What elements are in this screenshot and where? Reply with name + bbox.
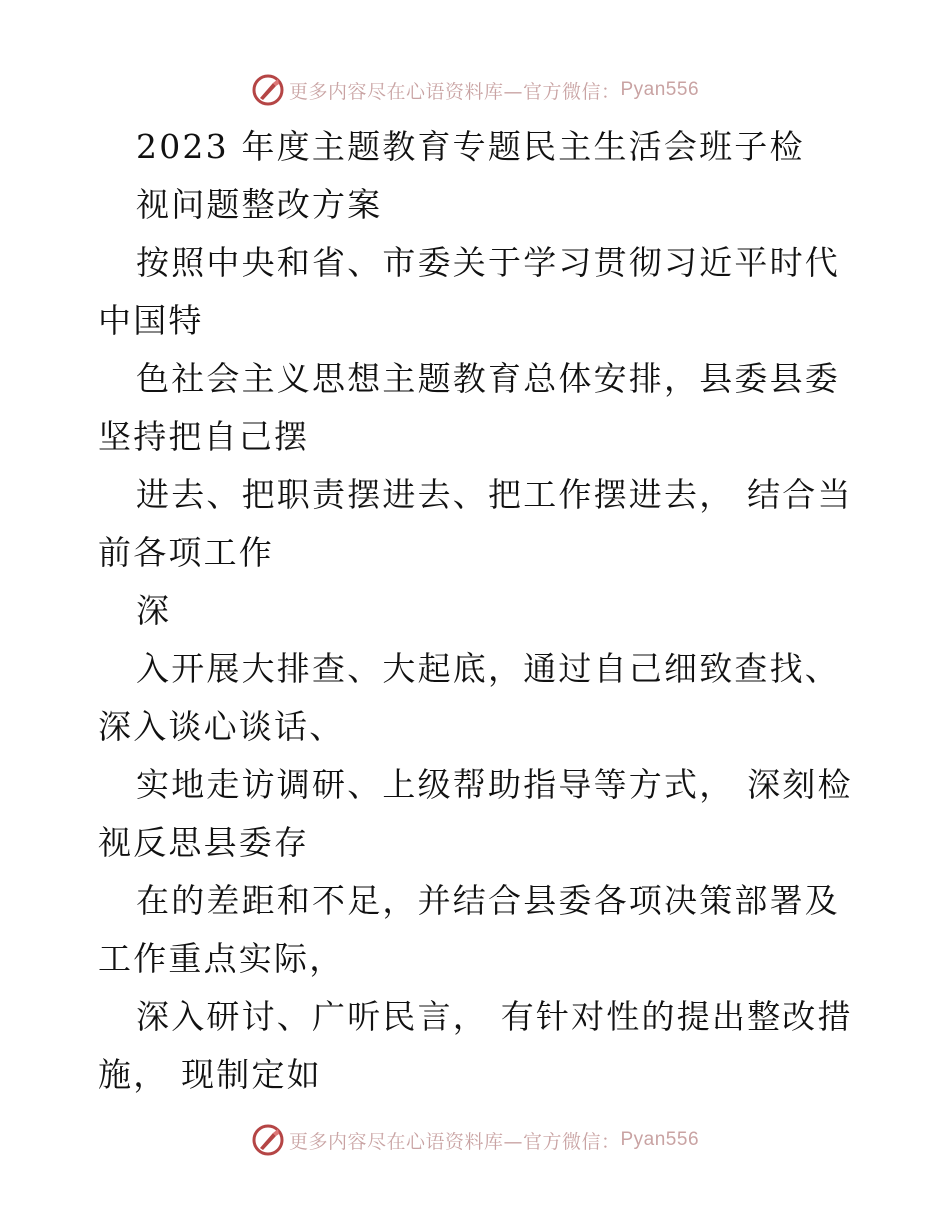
document-title-line-1: 2023 年度主题教育专题民主生活会班子检 xyxy=(136,127,805,166)
paragraph: 深 xyxy=(136,591,172,630)
document-title-line-2: 视问题整改方案 xyxy=(136,185,383,224)
paragraph: 在的差距和不足，并结合县委各项决策部署及工作重点实际， xyxy=(98,881,840,978)
pen-nib-logo-icon xyxy=(251,1123,285,1157)
paragraph: 入开展大排查、大起底，通过自己细致查找、深入谈心谈话、 xyxy=(98,649,840,746)
pen-nib-logo-icon xyxy=(251,73,285,107)
paragraph: 深入研讨、广听民言， 有针对性的提出整改措施， 现制定如 xyxy=(98,997,853,1094)
watermark-account: Pyan556 xyxy=(620,1129,700,1150)
watermark-text: 更多内容尽在心语资料库—官方微信： xyxy=(288,1130,621,1153)
document-body xyxy=(98,118,858,1104)
watermark-text: 更多内容尽在心语资料库—官方微信： xyxy=(288,80,621,103)
header-watermark xyxy=(0,70,950,110)
watermark-account: Pyan556 xyxy=(620,79,700,100)
footer-watermark xyxy=(0,1120,950,1160)
paragraph: 按照中央和省、市委关于学习贯彻习近平时代中国特 xyxy=(98,243,840,340)
paragraph: 色社会主义思想主题教育总体安排，县委县委坚持把自己摆 xyxy=(98,359,840,456)
paragraph: 进去、把职责摆进去、把工作摆进去， 结合当前各项工作 xyxy=(98,475,853,572)
paragraph: 实地走访调研、上级帮助指导等方式， 深刻检视反思县委存 xyxy=(98,765,853,862)
